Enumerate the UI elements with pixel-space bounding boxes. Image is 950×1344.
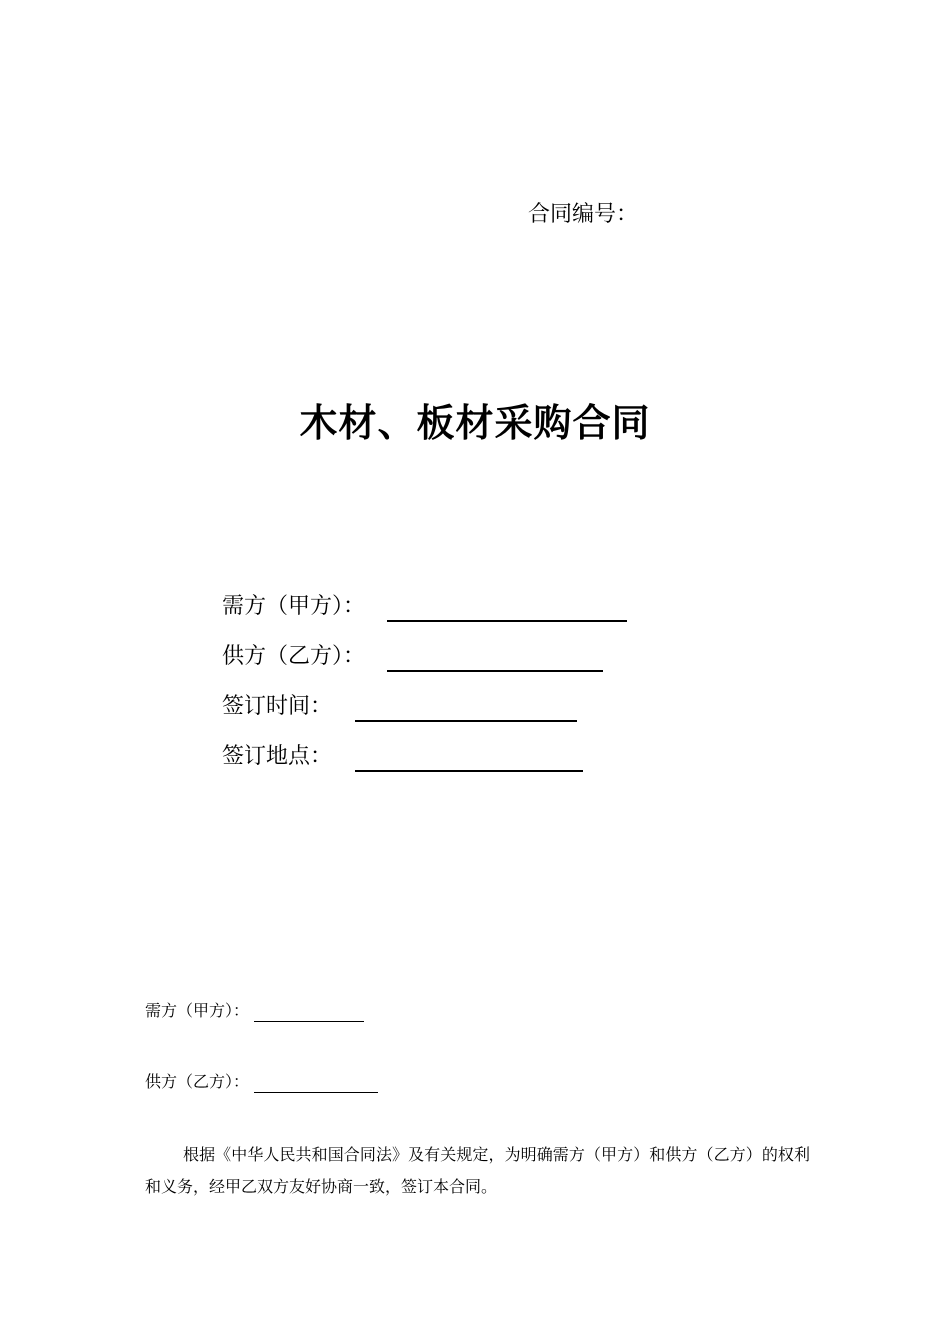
- intro-paragraph: 根据《中华人民共和国合同法》及有关规定，为明确需方（甲方）和供方（乙方）的权利和义务，经甲乙双方友好协商一致，签订本合同。: [145, 1145, 810, 1196]
- cover-sign-place-label: 签订地点：: [222, 744, 333, 769]
- cover-seller-field: [222, 642, 603, 672]
- contract-number-label: 合同编号：: [528, 202, 639, 227]
- cover-seller-label: 供方（乙方）：: [222, 644, 366, 669]
- body-buyer-field: [145, 1000, 364, 1022]
- body-buyer-label: 需方（甲方）：: [145, 1001, 250, 1020]
- cover-sign-time-field: [222, 692, 577, 722]
- cover-sign-place-field: [222, 742, 583, 772]
- body-seller-label: 供方（乙方）：: [145, 1072, 250, 1091]
- cover-buyer-field: [222, 592, 627, 622]
- body-seller-blank[interactable]: [254, 1076, 378, 1093]
- cover-buyer-blank[interactable]: [387, 598, 627, 622]
- cover-sign-place-blank[interactable]: [355, 748, 583, 772]
- cover-seller-blank[interactable]: [387, 648, 603, 672]
- document-title: 木材、板材采购合同: [299, 401, 651, 445]
- cover-sign-time-blank[interactable]: [355, 698, 577, 722]
- cover-sign-time-label: 签订时间：: [222, 694, 333, 719]
- body-seller-field: [145, 1071, 378, 1093]
- body-buyer-blank[interactable]: [254, 1005, 364, 1022]
- cover-buyer-label: 需方（甲方）：: [222, 594, 366, 619]
